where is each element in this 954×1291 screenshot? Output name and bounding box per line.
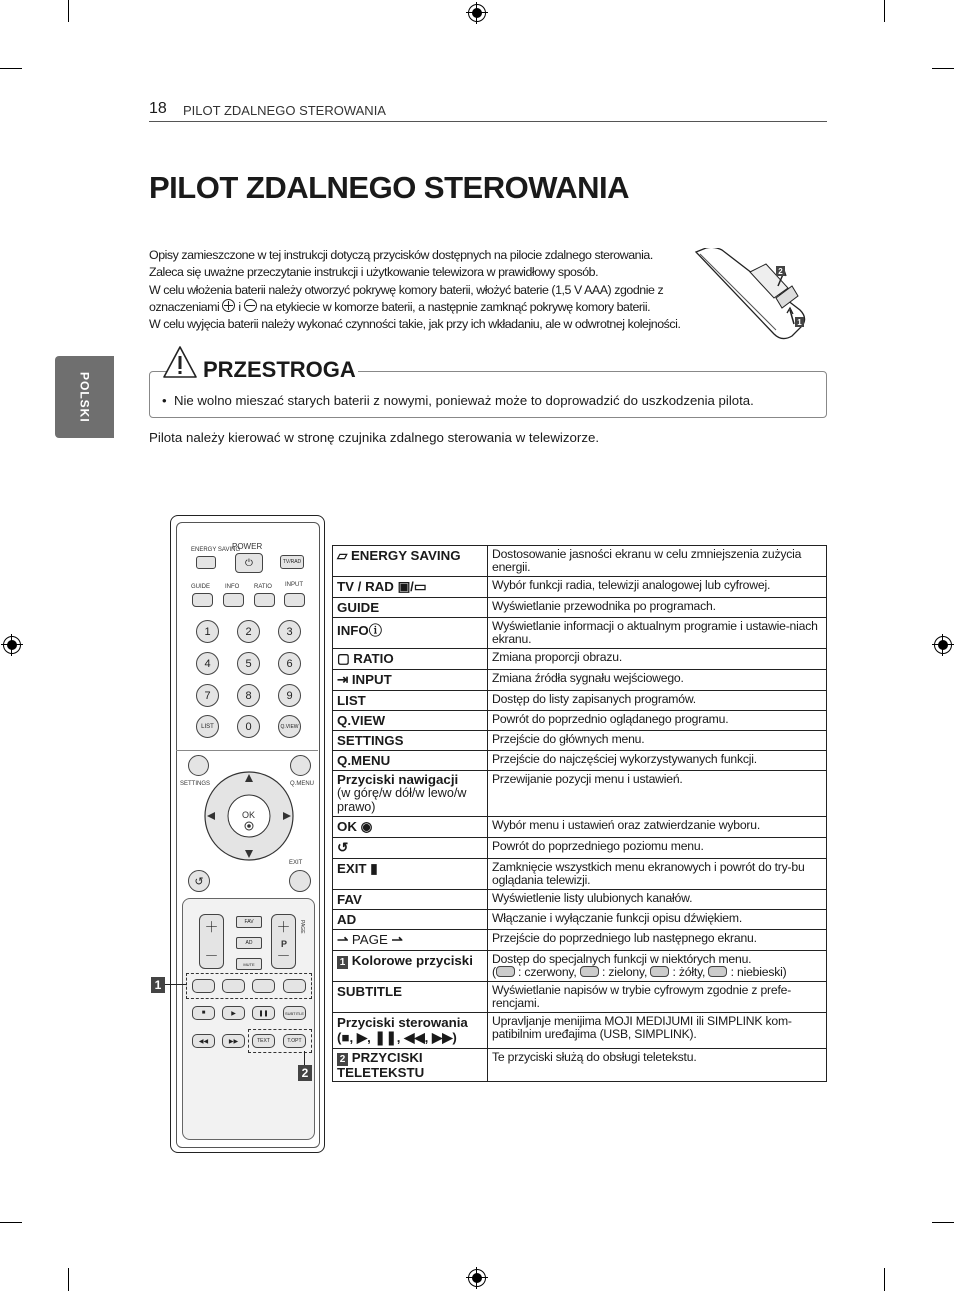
qmenu-label: Q.MENU (290, 781, 314, 787)
tv-rad-button[interactable]: TV/RAD (280, 555, 304, 569)
table-desc-cell: Przejście do poprzedniego lub następnego ekranu. (488, 930, 827, 951)
crop-mark (884, 0, 885, 22)
playback-icons: (■, ▶, ❚❚, ◀◀, ▶▶) (337, 1030, 457, 1045)
digit-8-button[interactable]: 8 (237, 684, 260, 707)
ok-label: OK (242, 810, 256, 820)
green-button-icon (580, 966, 599, 977)
input-icon: ⇥ (337, 672, 349, 687)
table-desc-cell: Zmiana źródła sygnału wejściowego. (488, 670, 827, 691)
table-row (333, 910, 827, 930)
table-row (333, 598, 827, 618)
exit-label: EXIT (289, 860, 303, 866)
table-key-cell: LIST (333, 691, 488, 711)
plus-polarity-icon (222, 299, 235, 312)
registration-mark-icon (3, 636, 21, 654)
crop-mark (0, 1222, 22, 1223)
power-label: POWER (232, 542, 263, 551)
text-button[interactable]: TEXT (252, 1034, 275, 1048)
info-button[interactable] (223, 593, 244, 607)
table-key-cell: TV / RAD ▣/▭ (333, 577, 488, 598)
table-desc-cell: Wyświetlenie listy ulubionych kanałów. (488, 890, 827, 910)
back-arrow-icon: ↺ (337, 840, 349, 855)
intro-line: Opisy zamieszczone w tej instrukcji dotyczą przycisków dostępnych na pilocie zdalnego sterowania. (149, 248, 653, 262)
table-key-cell: FAV (333, 890, 488, 910)
table-row (333, 890, 827, 910)
table-row (333, 751, 827, 771)
energy-saving-label: ENERGY SAVING (191, 547, 241, 553)
digit-6-button[interactable]: 6 (278, 652, 301, 675)
table-key-cell: OK ◉ (333, 817, 488, 838)
table-desc-cell: Powrót do poprzednio oglądanego programu. (488, 711, 827, 731)
warning-triangle-icon (162, 345, 198, 379)
intro-text (149, 247, 709, 333)
ratio-label: RATIO (254, 584, 272, 590)
blue-button[interactable] (283, 979, 306, 993)
header-rule (149, 121, 827, 122)
digit-2-button[interactable]: 2 (237, 620, 260, 643)
table-desc-cell: Dostęp do listy zapisanych programów. (488, 691, 827, 711)
yellow-button[interactable] (252, 979, 275, 993)
table-key-cell: ▢ RATIO (333, 649, 488, 670)
table-key-cell: INFOⓘ (333, 618, 488, 649)
intro-line: Zaleca się uważne przeczytanie instrukcji i użytkowanie telewizora w prawidłowy sposób. (149, 265, 599, 280)
pause-button[interactable]: ❚❚ (252, 1006, 275, 1020)
table-desc-cell: Zamknięcie wszystkich menu ekranowych i powrót do try-bu oglądania telewizji. (488, 859, 827, 890)
tv-radio-icon: ▣/▭ (397, 579, 427, 594)
table-row (333, 1013, 827, 1049)
registration-mark-icon (468, 1269, 486, 1287)
remote-divider (176, 750, 318, 751)
yellow-button-icon (650, 966, 669, 977)
green-button[interactable] (222, 979, 245, 993)
stop-button[interactable]: ■ (192, 1006, 215, 1020)
rewind-button[interactable]: ◀◀ (192, 1034, 215, 1048)
table-key-cell: ⇥ INPUT (333, 670, 488, 691)
digit-5-button[interactable]: 5 (237, 652, 260, 675)
language-tab-label: POLSKI (77, 371, 92, 423)
table-desc-cell: Przejście do najczęściej wykorzystywanych funkcji. (488, 751, 827, 771)
table-desc-cell: Wyświetlanie informacji o aktualnym programie i ustawie-niach ekranu. (488, 618, 827, 649)
table-row (333, 838, 827, 859)
digit-3-button[interactable]: 3 (278, 620, 301, 643)
intro-line: oznaczeniami i na etykiecie w komorze baterii, a następnie zamknąć pokrywę komory baterii. (149, 299, 651, 314)
mute-button[interactable]: MUTE (236, 958, 262, 970)
table-key-cell: 2 PRZYCISKI TELETEKSTU (333, 1049, 488, 1082)
digit-9-button[interactable]: 9 (278, 684, 301, 707)
settings-label: SETTINGS (180, 781, 211, 787)
energy-saving-icon: ▱ (337, 548, 348, 563)
p-label: P (281, 939, 288, 949)
table-row (333, 951, 827, 982)
blue-button-icon (708, 966, 727, 977)
intro-line: W celu wyjęcia baterii należy wykonać czynności takie, jak przy ich wkładaniu, ale w odwrotnej kolejności. (149, 317, 681, 332)
table-desc-cell: Dostosowanie jasności ekranu w celu zmniejszenia zużycia energii. (488, 546, 827, 577)
table-key-cell: 1 Kolorowe przyciski (333, 951, 488, 982)
table-key-cell: ⇀ PAGE ⇀ (333, 930, 488, 951)
t-opt-button[interactable]: T.OPT (283, 1034, 306, 1048)
table-row (333, 711, 827, 731)
table-key-cell: Przyciski nawigacji (w górę/w dół/w lewo/w prawo) (333, 771, 488, 817)
intro-line: W celu włożenia baterii należy otworzyć pokrywę komory baterii, włożyć baterie (1,5 V AAA) zgodnie z (149, 282, 664, 297)
digit-7-button[interactable]: 7 (196, 684, 219, 707)
callout-2-badge: 2 (337, 1053, 348, 1066)
list-button[interactable]: LIST (196, 715, 219, 738)
subtitle-button[interactable]: SUBTITLE (283, 1006, 306, 1020)
exit-icon: ▮ (370, 861, 378, 876)
page-title: PILOT ZDALNEGO STEROWANIA (149, 170, 630, 205)
table-row (333, 618, 827, 649)
table-key-cell: GUIDE (333, 598, 488, 618)
table-desc-cell: Upravljanje menijima MOJI MEDIJUMI ili SIMPLINK kom-patibilnim uređajima (USB, SIMPLINK). (488, 1013, 827, 1049)
power-button[interactable]: ⏻ (235, 553, 263, 573)
table-desc-cell: Wyświetlanie napisów w trybie cyfrowym zgodnie z prefe-rencjami. (488, 982, 827, 1013)
callout-1-leader (165, 984, 186, 985)
digit-0-button[interactable]: 0 (237, 715, 260, 738)
table-key-cell: Przyciski sterowania (■, ▶, ❚❚, ◀◀, ▶▶) (333, 1013, 488, 1049)
svg-text:1: 1 (797, 318, 802, 327)
table-key-cell (333, 838, 488, 859)
callout-1-badge: 1 (337, 956, 348, 969)
ratio-button[interactable] (254, 593, 275, 607)
table-key-cell: AD (333, 910, 488, 930)
callout-2-badge: 2 (298, 1065, 312, 1081)
callout-2-leader (304, 1051, 305, 1065)
caution-bullet: • Nie wolno mieszać starych baterii z nowymi, ponieważ może to doprowadzić do uszkodzenia pilota. (162, 393, 754, 408)
table-desc-cell: Wybór menu i ustawień oraz zatwierdzanie wyboru. (488, 817, 827, 838)
crop-mark (932, 1222, 954, 1223)
ok-circle-icon: ◉ (360, 819, 373, 834)
fast-forward-button[interactable]: ▶▶ (222, 1034, 245, 1048)
caution-title: PRZESTROGA (203, 357, 356, 382)
table-row (333, 859, 827, 890)
ad-button[interactable]: AD (236, 937, 262, 949)
info-icon: ⓘ (368, 623, 383, 638)
program-rocker[interactable]: ＋ － (271, 914, 296, 969)
battery-cover-illustration (694, 248, 812, 343)
table-desc-cell: Wybór funkcji radia, telewizji analogowej lub cyfrowej. (488, 577, 827, 598)
table-row (333, 817, 827, 838)
table-desc-cell: Przewijanie pozycji menu i ustawień. (488, 771, 827, 817)
table-row (333, 982, 827, 1013)
callout-1-badge: 1 (151, 977, 165, 993)
table-key-cell: ▱ ENERGY SAVING (333, 546, 488, 577)
table-desc-cell: Powrót do poprzedniego poziomu menu. (488, 838, 827, 859)
exit-button[interactable] (289, 870, 311, 892)
table-desc-cell: Wyświetlanie przewodnika po programach. (488, 598, 827, 618)
minus-polarity-icon (244, 299, 257, 312)
table-desc-cell: Te przyciski służą do obsługi teletekstu. (488, 1049, 827, 1082)
play-button[interactable]: ▶ (222, 1006, 245, 1020)
registration-mark-icon (934, 636, 952, 654)
table-key-cell: EXIT ▮ (333, 859, 488, 890)
table-key-cell: Q.MENU (333, 751, 488, 771)
table-key-cell: SETTINGS (333, 731, 488, 751)
table-row (333, 649, 827, 670)
guide-label: GUIDE (191, 584, 211, 590)
page-label: PAGE (299, 920, 305, 934)
table-key-cell: SUBTITLE (333, 982, 488, 1013)
table-row (333, 577, 827, 598)
crop-mark (68, 0, 69, 22)
running-header: PILOT ZDALNEGO STEROWANIA (183, 103, 386, 118)
button-function-table (332, 545, 827, 1082)
volume-rocker[interactable]: ＋ － (199, 914, 224, 969)
table-row (333, 691, 827, 711)
registration-mark-icon (468, 4, 486, 22)
input-button[interactable] (284, 593, 305, 607)
table-key-cell: Q.VIEW (333, 711, 488, 731)
table-row (333, 1049, 827, 1082)
guide-button[interactable] (192, 593, 213, 607)
table-desc-cell: Włączanie i wyłączanie funkcji opisu dźwiękiem. (488, 910, 827, 930)
ratio-icon: ▢ (337, 651, 350, 666)
aim-note: Pilota należy kierować w stronę czujnika zdalnego sterowania w telewizorze. (149, 430, 600, 445)
table-desc-cell: Zmiana proporcji obrazu. (488, 649, 827, 670)
crop-mark (884, 1268, 885, 1291)
digit-1-button[interactable]: 1 (196, 620, 219, 643)
table-row (333, 670, 827, 691)
crop-mark (932, 68, 954, 69)
crop-mark (0, 68, 22, 69)
table-row (333, 930, 827, 951)
table-desc-cell: Dostęp do specjalnych funkcji w niektórych menu. ( : czerwony, : zielony, : żółty, : niebieski) (488, 951, 827, 982)
page-right-icon: ⇀ (391, 932, 403, 947)
page-left-icon: ⇀ (337, 932, 349, 947)
table-row (333, 771, 827, 817)
red-button[interactable] (192, 979, 215, 993)
info-label: INFO (225, 584, 240, 590)
table-row (333, 731, 827, 751)
svg-text:2: 2 (778, 267, 783, 276)
table-row (333, 546, 827, 577)
input-label: INPUT (285, 582, 303, 588)
back-button[interactable]: ↺ (188, 870, 210, 892)
page-number: 18 (149, 100, 167, 117)
energy-saving-button[interactable] (196, 556, 216, 569)
table-desc-cell: Przejście do głównych menu. (488, 731, 827, 751)
fav-button[interactable]: FAV (236, 916, 262, 928)
crop-mark (68, 1268, 69, 1291)
red-button-icon (496, 966, 515, 977)
qview-button[interactable]: Q.VIEW (278, 715, 301, 738)
digit-4-button[interactable]: 4 (196, 652, 219, 675)
